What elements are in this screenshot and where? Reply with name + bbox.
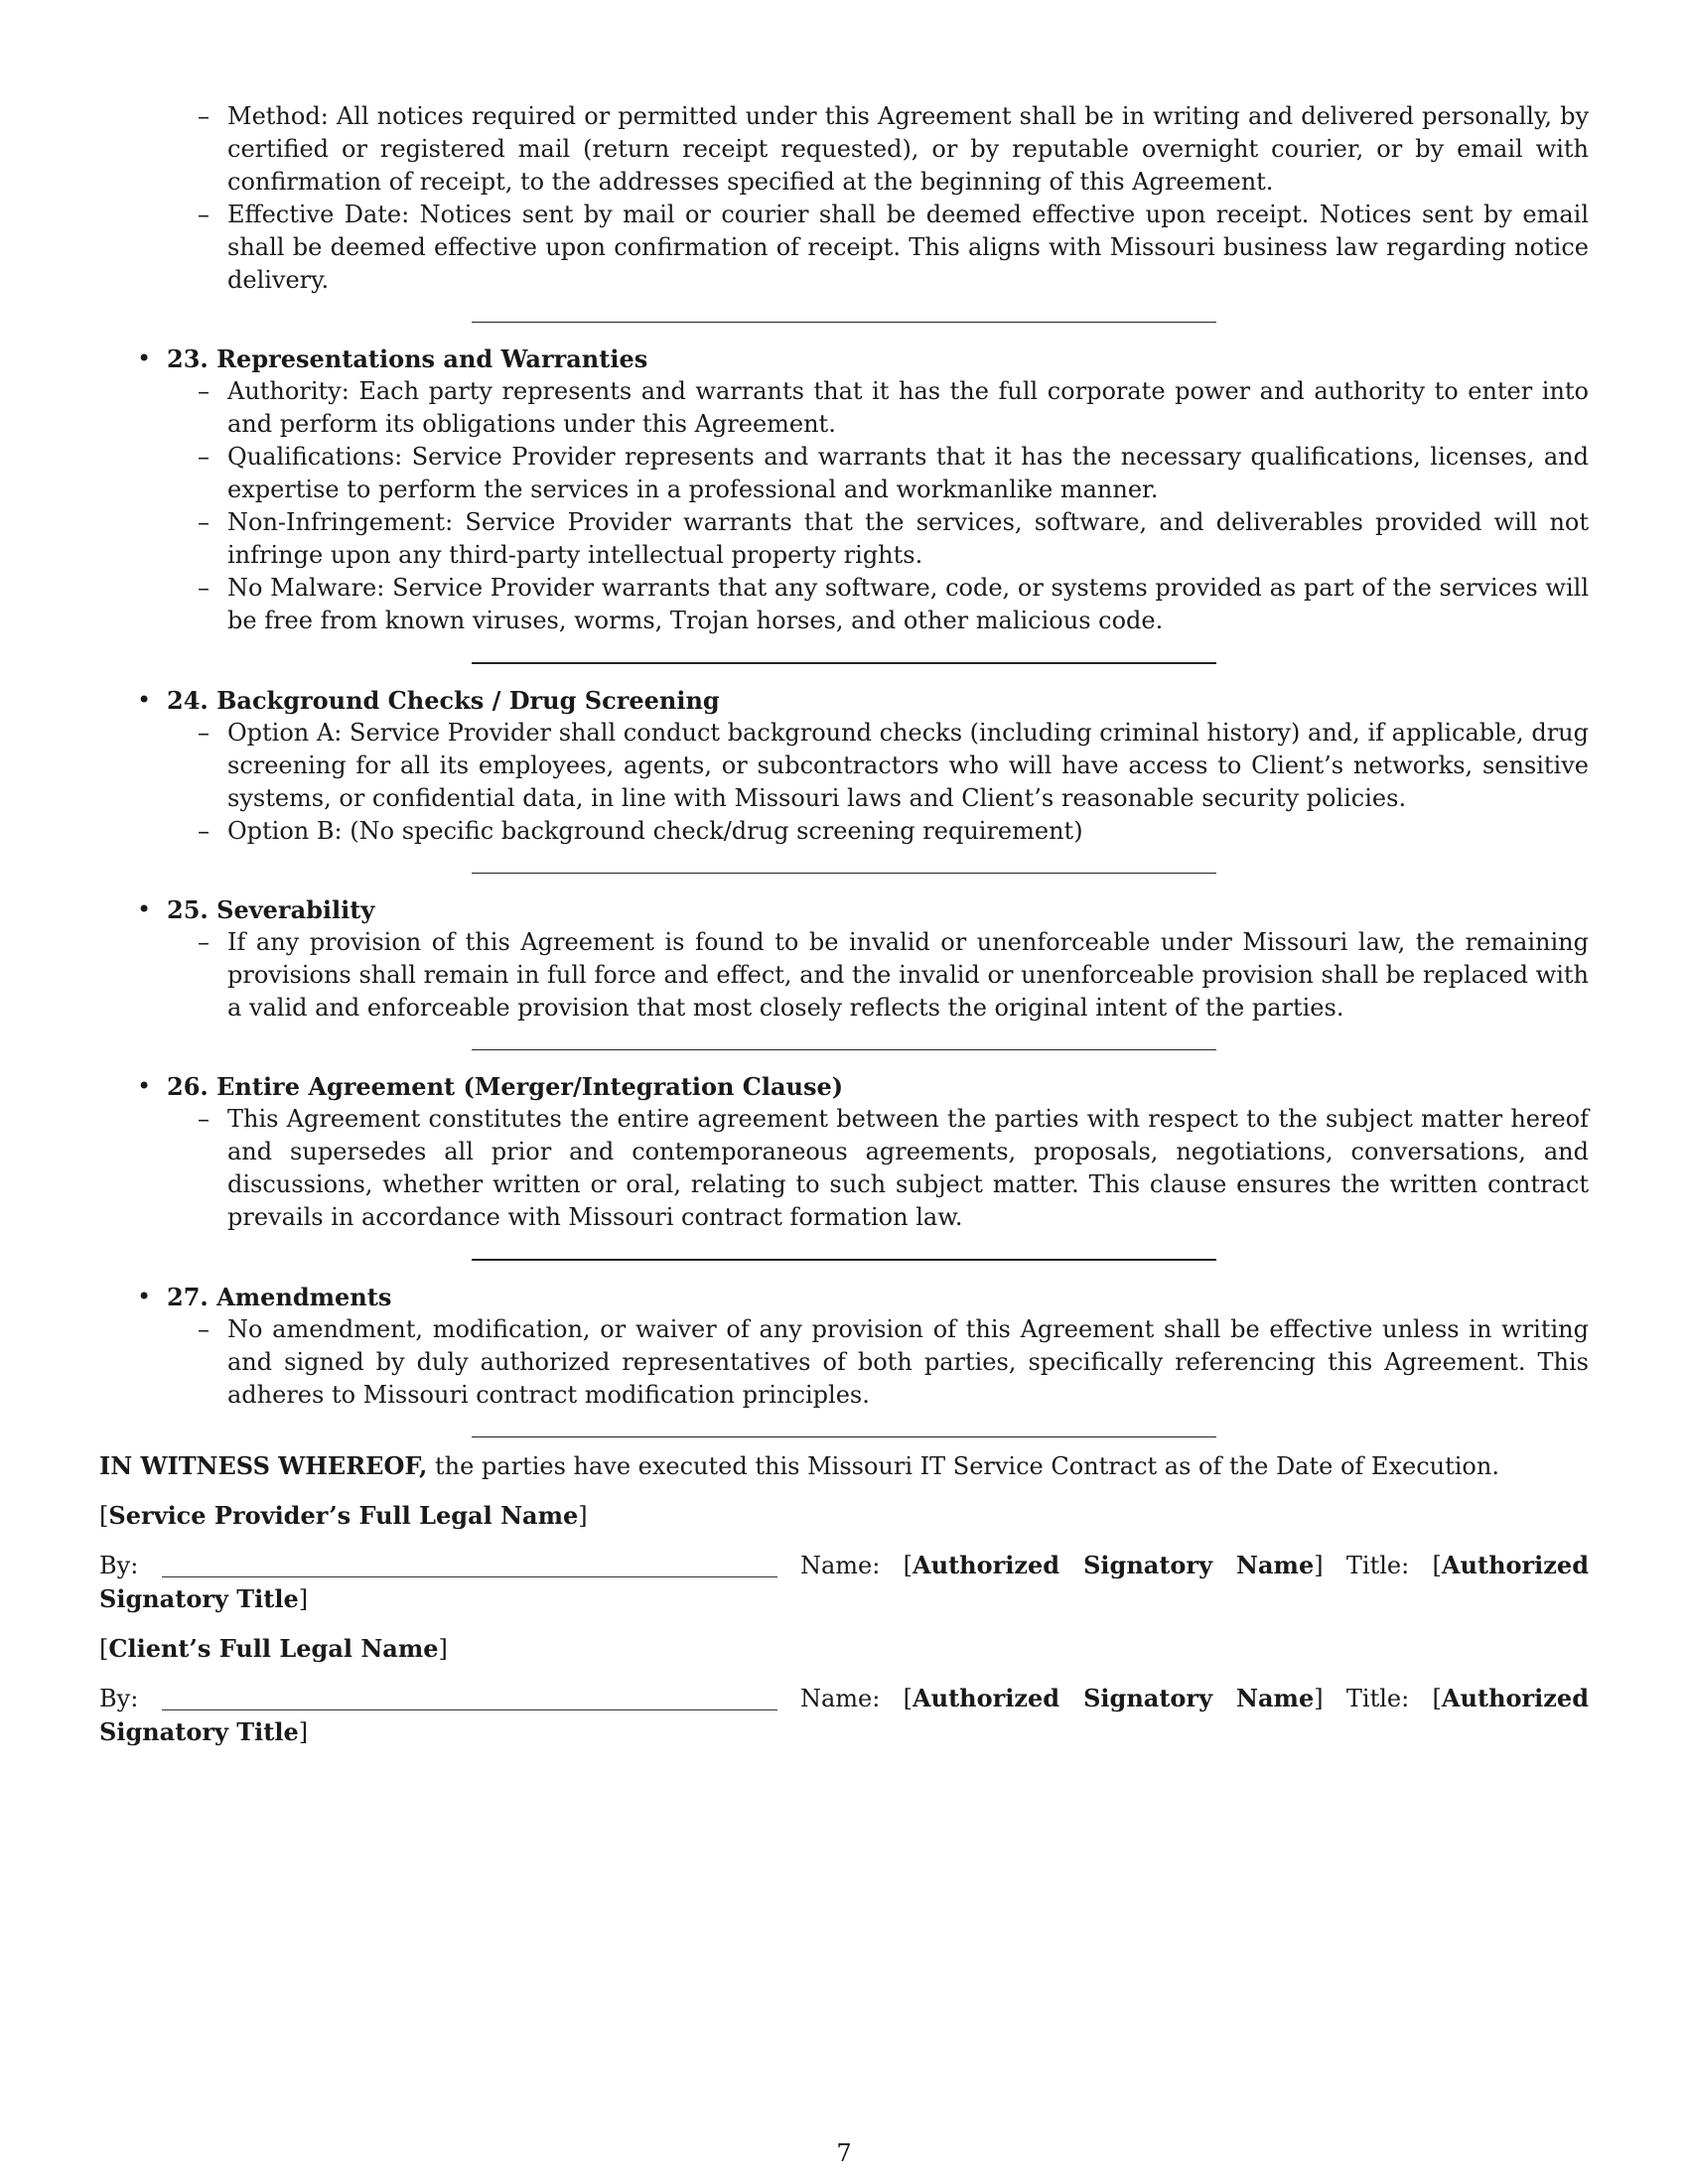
bullet-marker: • — [137, 1283, 152, 1310]
document-content — [99, 100, 1589, 1749]
section-divider — [472, 873, 1216, 874]
section-heading: • 25. Severability — [137, 895, 375, 924]
notices-item: – Method: All notices required or permitted under this Agreement shall be in writing and delivered personally, by certified or registered mail (return receipt requested), or by reputable overnight courier, or by email with confirmation of receipt, to the addresses specified at the beginning of this Agreement. — [198, 102, 1589, 196]
bullet-marker: • — [137, 344, 152, 372]
section-24 — [99, 684, 1589, 848]
witness-clause: IN WITNESS WHEREOF, the parties have executed this Missouri IT Service Contract as of the Date of Execution. — [99, 1451, 1499, 1480]
dash-marker: – — [198, 817, 210, 845]
section-divider — [472, 1049, 1216, 1050]
section-26 — [99, 1070, 1589, 1234]
section-sub-list — [99, 926, 1589, 1024]
bullet-marker: • — [137, 686, 152, 714]
party-name: [Client’s Full Legal Name] — [99, 1634, 448, 1663]
section-item: – No Malware: Service Provider warrants that any software, code, or systems provided as part of the services will be free from known viruses, worms, Trojan horses, and other malicious code. — [198, 574, 1589, 634]
section-item: – Authority: Each party represents and warrants that it has the full corporate power and authority to enter into and perform its obligations under this Agreement. — [198, 377, 1589, 438]
section-item: – Option B: (No specific background check/drug screening requirement) — [227, 815, 1589, 848]
notices-item: – Effective Date: Notices sent by mail or courier shall be deemed effective upon receipt. Notices sent by email shall be deemed effective upon confirmation of receipt. This aligns with Missouri business law regarding notice delivery. — [198, 201, 1589, 294]
section-divider — [472, 1259, 1216, 1261]
signature-line[interactable] — [162, 1684, 777, 1710]
section-heading: • 27. Amendments — [137, 1283, 392, 1311]
party-name: [Service Provider’s Full Legal Name] — [99, 1501, 588, 1530]
signature-line[interactable] — [162, 1551, 777, 1577]
section-sub-list — [99, 375, 1589, 637]
notices-sub-list — [99, 100, 1589, 297]
dash-marker: – — [198, 102, 210, 130]
section-sub-list — [99, 717, 1589, 848]
section-divider — [472, 662, 1216, 664]
bullet-marker: • — [137, 1072, 152, 1100]
dash-marker: – — [198, 1315, 210, 1343]
section-divider — [472, 322, 1216, 323]
dash-marker: – — [198, 719, 210, 747]
section-item: – Option A: Service Provider shall conduct background checks (including criminal history) and, if applicable, drug screening for all its employees, agents, or subcontractors who will have access to Client’s networks, sensitive systems, or confidential data, in line with Missouri laws and Client’s reasonable security policies. — [198, 719, 1589, 812]
section-sub-list — [99, 1313, 1589, 1412]
section-item: – Non-Infringement: Service Provider warrants that the services, software, and deliverables provided will not infringe upon any third-party intellectual property rights. — [198, 508, 1589, 569]
section-heading: • 26. Entire Agreement (Merger/Integration Clause) — [137, 1072, 844, 1101]
dash-marker: – — [198, 508, 210, 536]
section-25 — [99, 893, 1589, 1024]
section-item: – No amendment, modification, or waiver of any provision of this Agreement shall be effective unless in writing and signed by duly authorized representatives of both parties, specifically referencing this Agreement. This adheres to Missouri contract modification principles. — [198, 1315, 1589, 1409]
section-heading: • 23. Representations and Warranties — [137, 344, 648, 373]
dash-marker: – — [198, 377, 210, 405]
bullet-marker: • — [137, 895, 152, 923]
section-heading: • 24. Background Checks / Drug Screening — [137, 686, 720, 715]
section-sub-list — [99, 1103, 1589, 1234]
section-item: – This Agreement constitutes the entire agreement between the parties with respect to the subject matter hereof and supersedes all prior and contemporaneous agreements, proposals, negotiations, conversations, and discussions, whether written or oral, relating to such subject matter. This clause ensures the written contract prevails in accordance with Missouri contract formation law. — [198, 1105, 1589, 1231]
section-divider — [472, 1436, 1216, 1437]
section-27 — [99, 1281, 1589, 1412]
signature-block: By: Name: [Authorized Signatory Name] Title: [Authorized Signatory Title] — [99, 1684, 1589, 1746]
section-item: – If any provision of this Agreement is found to be invalid or unenforceable under Missouri law, the remaining provisions shall remain in full force and effect, and the invalid or unenforceable provision shall be replaced with a valid and enforceable provision that most closely reflects the original intent of the parties. — [198, 928, 1589, 1022]
section-item: – Qualifications: Service Provider represents and warrants that it has the necessary qualifications, licenses, and expertise to perform the services in a professional and workmanlike manner. — [198, 443, 1589, 503]
dash-marker: – — [198, 1105, 210, 1133]
dash-marker: – — [198, 928, 210, 956]
section-23 — [99, 342, 1589, 637]
dash-marker: – — [198, 201, 210, 228]
dash-marker: – — [198, 443, 210, 471]
page-number: 7 — [836, 2139, 852, 2167]
dash-marker: – — [198, 574, 210, 602]
signature-block: By: Name: [Authorized Signatory Name] Title: [Authorized Signatory Title] — [99, 1551, 1589, 1613]
